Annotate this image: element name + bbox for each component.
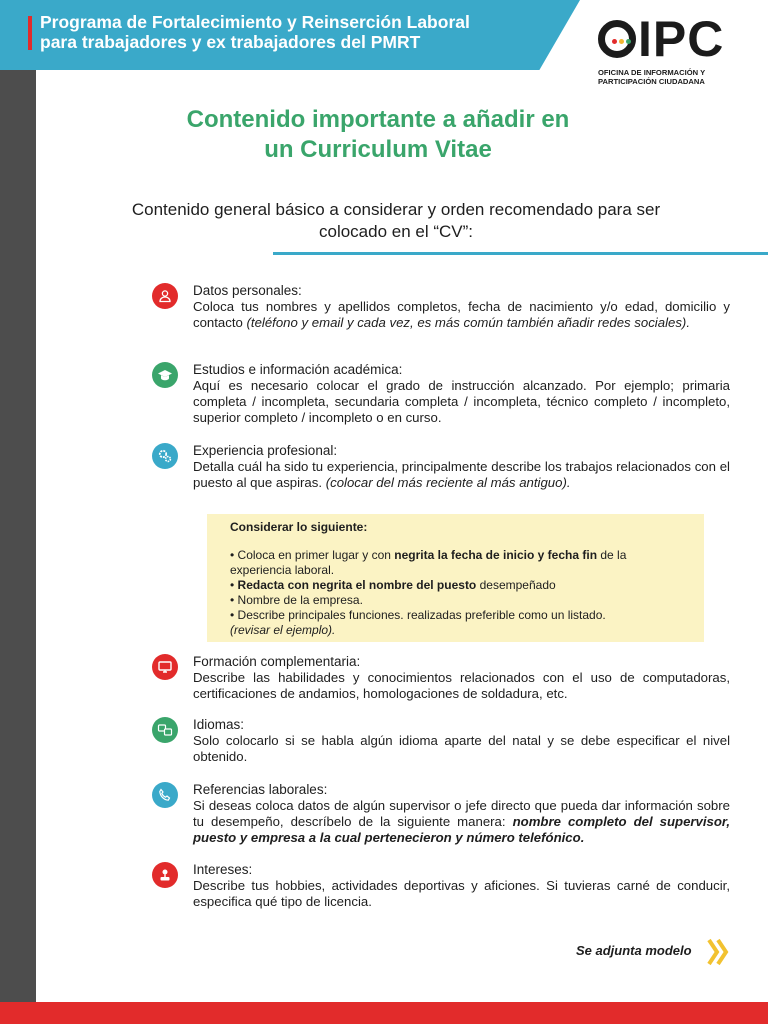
subtitle-divider	[273, 252, 768, 255]
joystick-icon	[152, 862, 178, 888]
section-title: Idiomas:	[193, 717, 245, 732]
header-accent-mark	[28, 16, 32, 50]
header-title-line2: para trabajadores y ex trabajadores del PMRT	[40, 32, 421, 52]
header-title	[40, 12, 580, 52]
subtitle	[60, 199, 732, 243]
phone-icon	[152, 782, 178, 808]
logo-word	[598, 12, 724, 66]
section-title: Referencias laborales:	[193, 782, 328, 797]
section-title: Formación complementaria:	[193, 654, 361, 669]
translate-icon	[152, 717, 178, 743]
logo-dot-green	[626, 39, 631, 44]
logo-sub-line1: OFICINA DE INFORMACIÓN Y	[598, 68, 706, 77]
attached-model-note: Se adjunta modelo	[576, 943, 692, 958]
oipc-logo	[598, 11, 750, 88]
note-title: Considerar lo siguiente:	[230, 520, 368, 534]
section-text: Describe las habilidades y conocimientos relacionados con el uso de computadoras, certificaciones de andamios, homologaciones de soldadura, etc.	[193, 670, 730, 701]
note-list: • Coloca en primer lugar y con negrita la fecha de inicio y fecha fin de la experiencia laboral. • Redacta con negrita el nombre del puesto desempeñado • Nombre de la empresa. • Describe principales funciones. realizadas preferible como un listado. (revisar el ejemplo).	[230, 548, 627, 637]
section-text: Describe tus hobbies, actividades deportivas y aficiones. Si tuvieras carné de conducir, especifica qué tipo de licencia.	[193, 878, 730, 909]
section-title: Estudios e información académica:	[193, 362, 403, 377]
bottom-band	[0, 1002, 768, 1024]
graduation-cap-icon	[152, 362, 178, 388]
logo-dot-red	[612, 39, 617, 44]
logo-letters: IPC	[638, 11, 725, 67]
main-title	[100, 105, 656, 165]
header-title-line1: Programa de Fortalecimiento y Reinserción Laboral	[40, 12, 470, 32]
section-text: Solo colocarlo si se habla algún idioma aparte del natal y se debe especificar el nivel obtenido.	[193, 733, 730, 764]
logo-subtitle	[598, 68, 705, 86]
subtitle-line1: Contenido general básico a considerar y orden recomendado para ser	[131, 200, 661, 219]
section-text: Detalla cuál ha sido tu experiencia, principalmente describe los trabajos relacionados con el puesto al que aspiras. (colocar del más reciente al más antiguo).	[193, 459, 730, 490]
monitor-icon	[152, 654, 178, 680]
section-text: Aquí es necesario colocar el grado de instrucción alcanzado. Por ejemplo; primaria completa / incompleta, secundaria completa / incompleta, técnico completo / incompleto, superior completo / incompleto o en curso.	[193, 378, 730, 425]
user-icon	[152, 283, 178, 309]
section-title: Experiencia profesional:	[193, 443, 338, 458]
left-sidebar-bar	[0, 0, 36, 1002]
section-text: Coloca tus nombres y apellidos completos, fecha de nacimiento y/o edad, domicilio y contacto (teléfono y email y cada vez, es más común también añadir redes sociales).	[193, 299, 730, 330]
section-title: Datos personales:	[193, 283, 302, 298]
section-text: Si deseas coloca datos de algún supervisor o jefe directo que pueda dar información sobre tu desempeño, descríbelo de la siguiente manera: nombre completo del supervisor, puesto y empresa a la cual pertenecieron y número telefónico.	[193, 798, 730, 845]
main-title-line2: un Curriculum Vitae	[264, 136, 492, 163]
logo-dot-yellow	[619, 39, 624, 44]
section-title: Intereses:	[193, 862, 253, 877]
note-box	[207, 514, 704, 642]
chevrons-icon	[707, 938, 731, 966]
gears-icon	[152, 443, 178, 469]
main-title-line1: Contenido importante a añadir en	[186, 106, 570, 133]
logo-o-ring	[598, 20, 636, 58]
subtitle-line2: colocado en el “CV”:	[318, 222, 474, 241]
logo-sub-line2: PARTICIPACIÓN CIUDADANA	[598, 77, 705, 86]
